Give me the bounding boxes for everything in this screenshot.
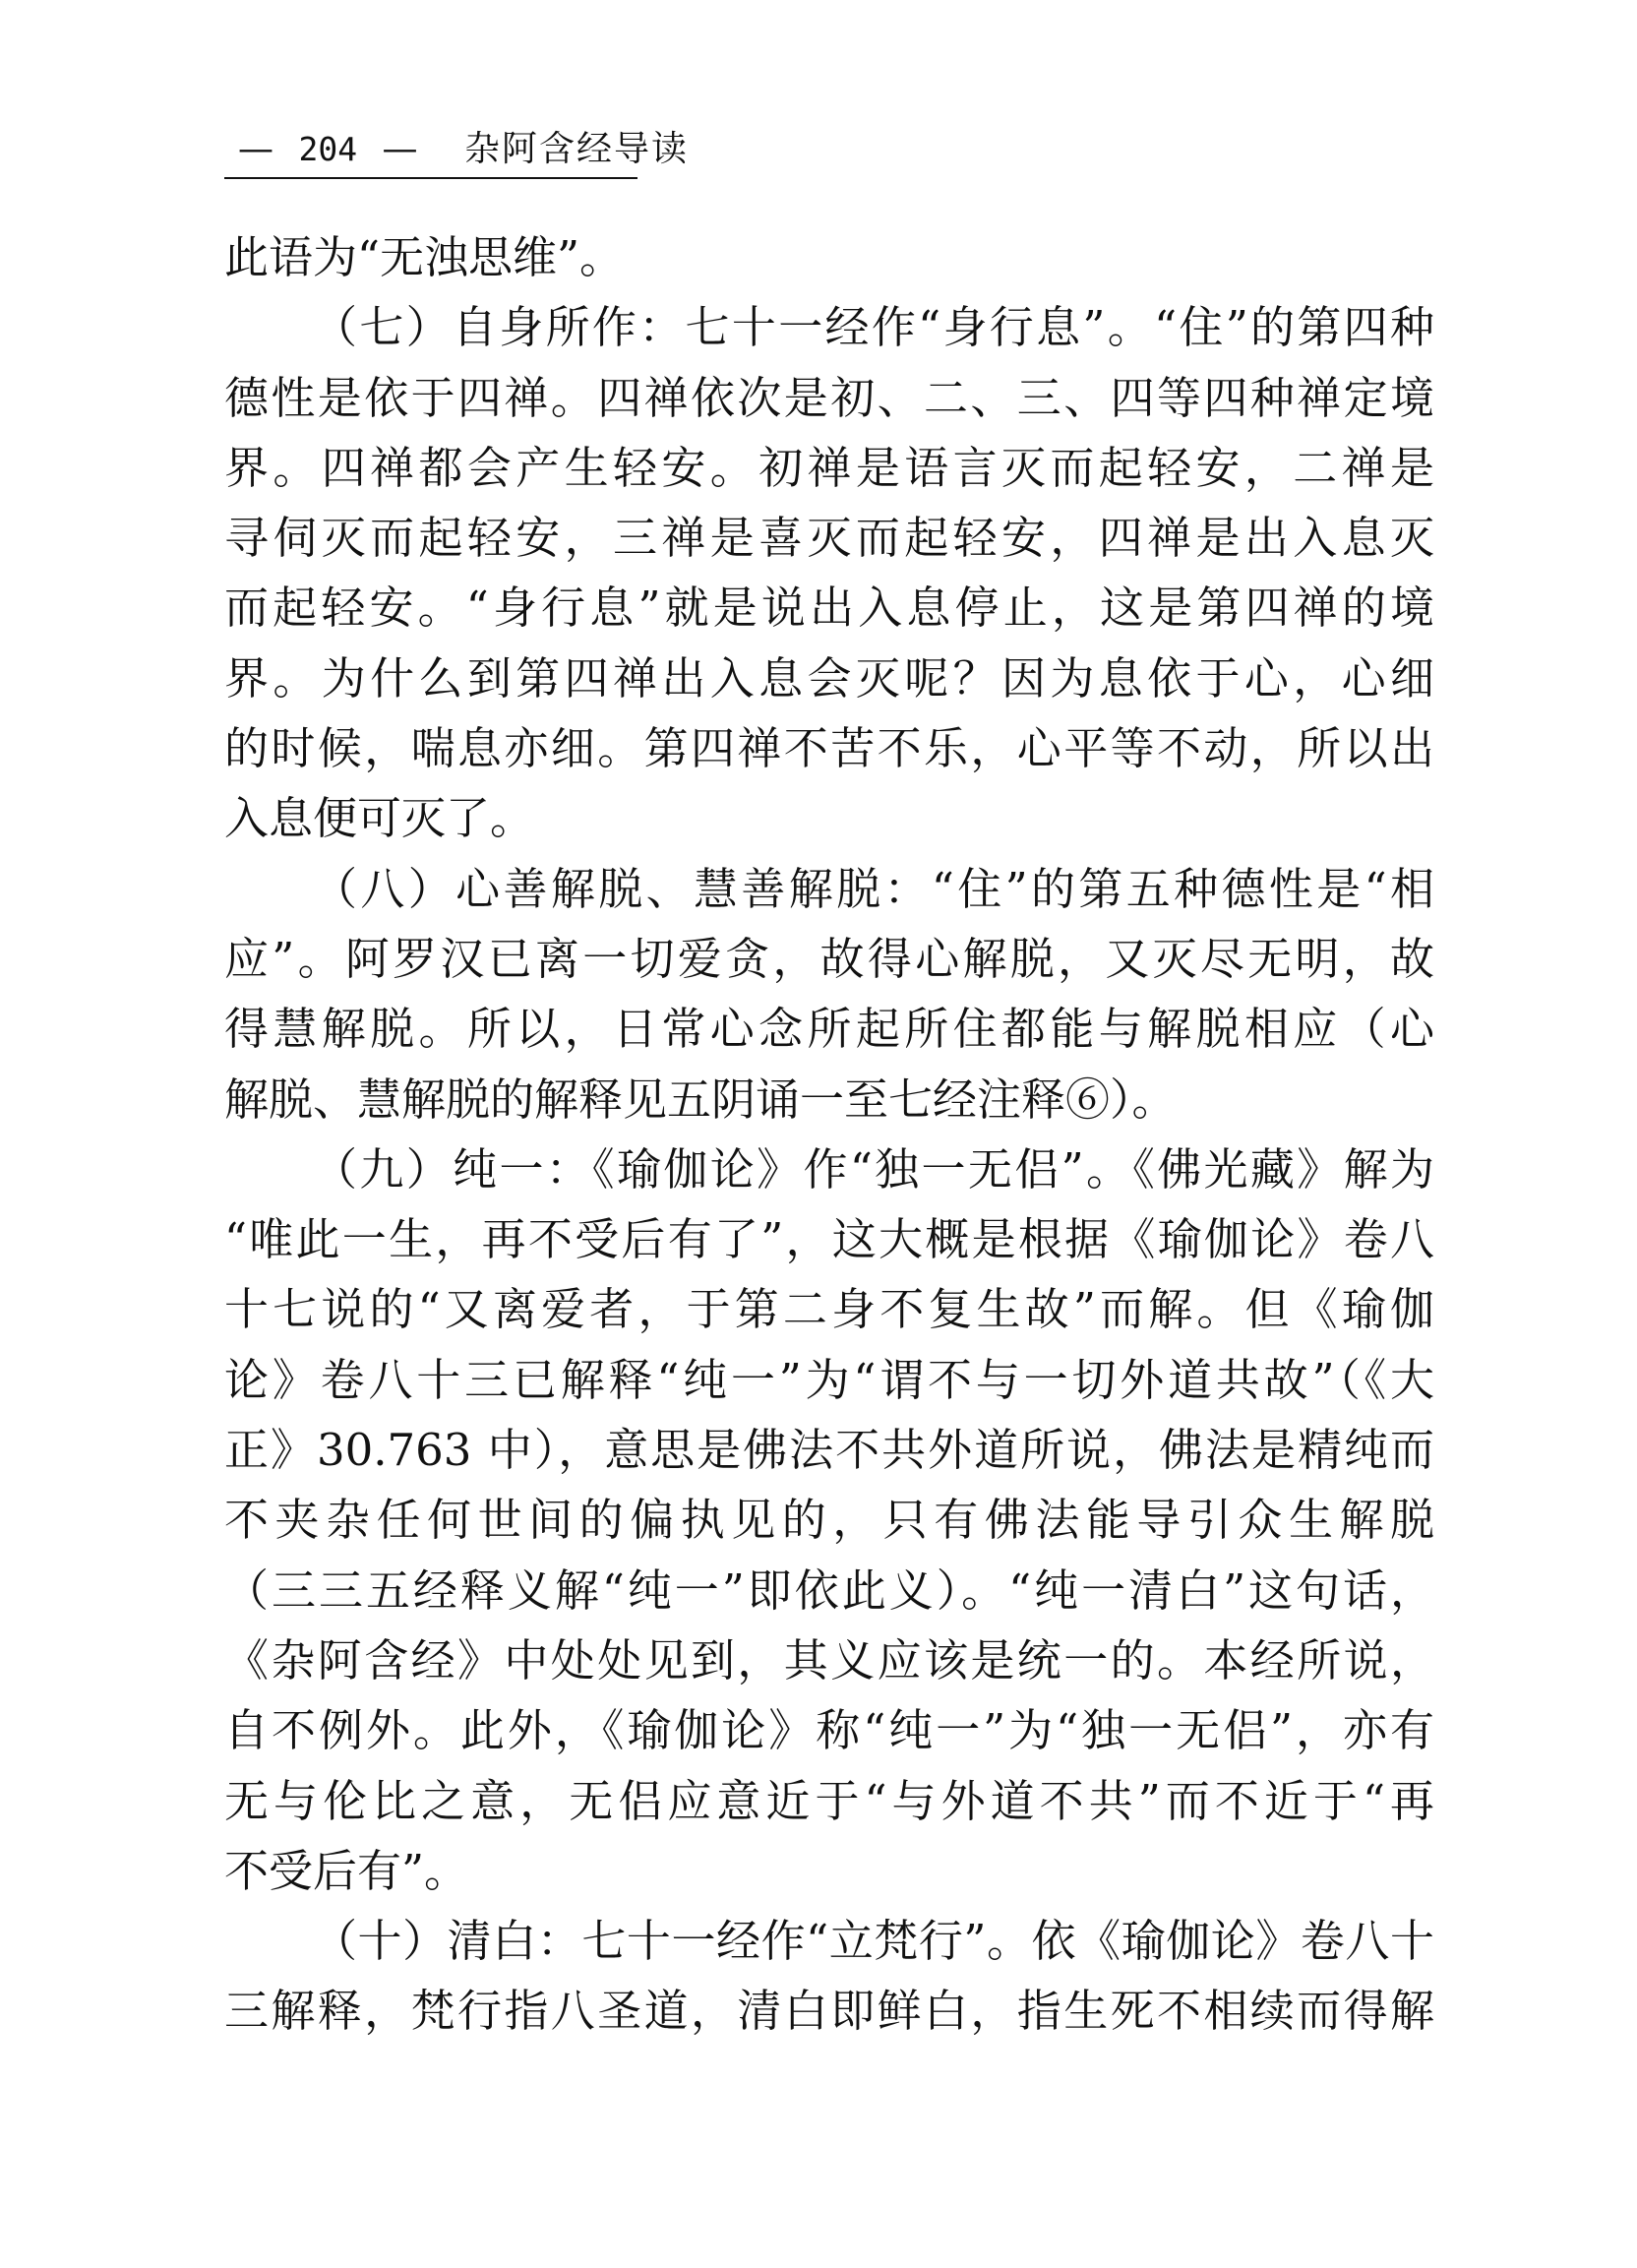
text-line: “唯此一生，再不受后有了”，这大概是根据《瑜伽论》卷八 [224,1213,1434,1266]
text-line: （九）纯一：《瑜伽论》作“独一无侣”。《佛光藏》解为 [313,1142,1434,1195]
header-dash-left: — [238,129,273,169]
text-line: 论》卷八十三已解释“纯一”为“谓不与一切外道共故”（《大 [224,1353,1434,1406]
text-line: 得慧解脱。所以，日常心念所起所住都能与解脱相应（心 [224,1003,1434,1056]
text-line: （十）清白：七十一经作“立梵行”。依《瑜伽论》卷八十 [313,1915,1434,1968]
text-line: 界。四禅都会产生轻安。初禅是语言灭而起轻安，二禅是 [224,441,1434,494]
text-line: （三三五经释义解“纯一”即依此义）。“纯一清白”这句话， [224,1563,1434,1617]
text-line: 十七说的“又离爱者，于第二身不复生故”而解。但《瑜伽 [224,1283,1434,1336]
text-line: 不夹杂任何世间的偏执见的，只有佛法能导引众生解脱 [224,1494,1434,1547]
text-line: 而起轻安。“身行息”就是说出入息停止，这是第四禅的境 [224,582,1434,635]
text-line: 《杂阿含经》中处处见到，其义应该是统一的。本经所说， [224,1633,1434,1686]
text-line: 无与伦比之意，无侣应意近于“与外道不共”而不近于“再 [224,1774,1434,1827]
page-number: 204 [298,130,358,168]
text-line: 的时候，喘息亦细。第四禅不苦不乐，心平等不动，所以出 [224,722,1434,775]
text-line: 寻伺灭而起轻安，三禅是喜灭而起轻安，四禅是出入息灭 [224,512,1434,565]
body-text [224,222,1434,2047]
text-line: 入息便可灭了。 [224,792,535,845]
text-line: 德性是依于四禅。四禅依次是初、二、三、四等四种禅定境 [224,371,1434,424]
running-header [224,122,689,179]
text-line: 应”。阿罗汉已离一切爱贪，故得心解脱，又灭尽无明，故 [224,932,1434,985]
text-line: 此语为“无浊思维”。 [224,231,625,283]
text-line: （八）心善解脱、慧善解脱：“住”的第五种德性是“相 [313,862,1434,915]
text-line: 自不例外。此外，《瑜伽论》称“纯一”为“独一无侣”，亦有 [224,1704,1434,1757]
text-line: （七）自身所作：七十一经作“身行息”。“住”的第四种 [313,301,1434,354]
text-line: 正》30.763 中），意思是佛法不共外道所说，佛法是精纯而 [224,1424,1434,1477]
text-line: 界。为什么到第四禅出入息会灭呢？因为息依于心，心细 [224,651,1434,705]
text-line: 不受后有”。 [224,1844,469,1897]
text-line: 解脱、慧解脱的解释见五阴诵一至七经注释⑥）。 [224,1073,1177,1126]
text-line: 三解释，梵行指八圣道，清白即鲜白，指生死不相续而得解 [224,1985,1434,2038]
header-dash-right: — [382,129,418,169]
book-title: 杂阿含经导读 [463,129,689,169]
